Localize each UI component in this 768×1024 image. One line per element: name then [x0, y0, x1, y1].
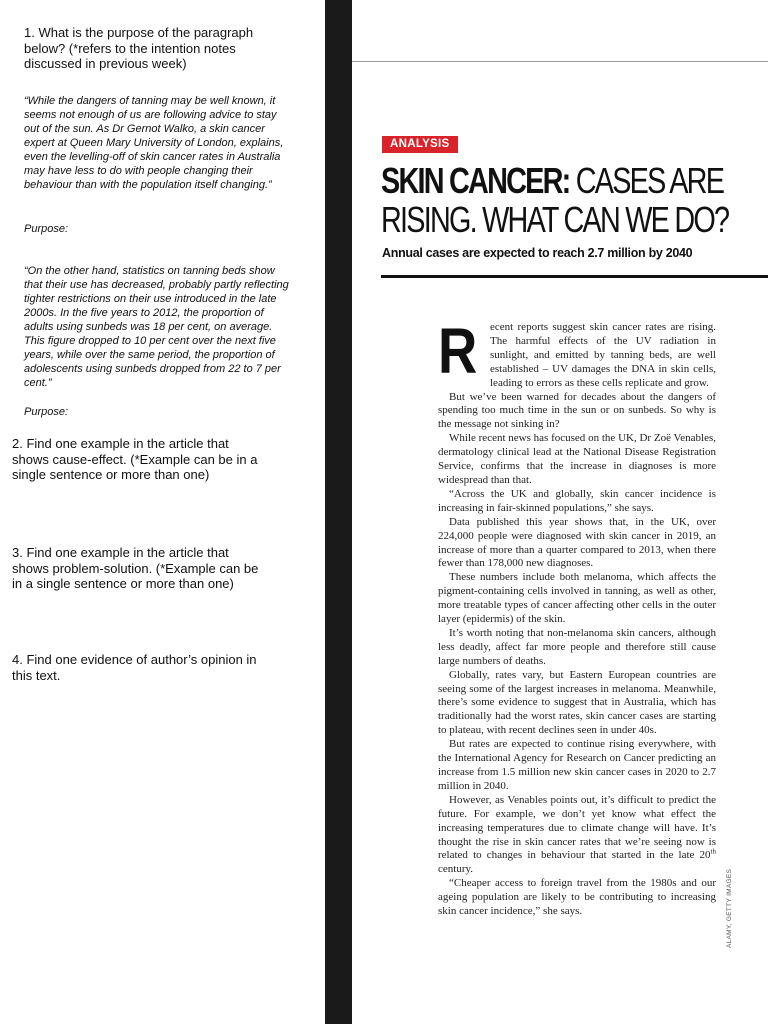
drop-cap: R [438, 315, 478, 387]
purpose-label-1: Purpose: [24, 223, 69, 235]
article-panel [352, 0, 768, 1024]
quote-paragraph-1: “While the dangers of tanning may be well known, it seems not enough of us are following advice to stay out of the sun. As Dr Gernot Walko, a skin cancer expert at Queen Mary University of London, explains, even the levelling-off of skin cancer rates in Australia may have less to do with people changing their behaviour than with the population itself changing.” [24, 95, 284, 191]
ordinal-suffix: th [710, 847, 716, 856]
headline-line-2: RISING. WHAT CAN WE DO? [381, 199, 729, 240]
body-paragraph-9: But rates are expected to continue rising everywhere, with the International Agency for Research on Cancer predicting an increase from 1.5 million new skin cancer cases in 2020 to 2.7 million in 2040. [438, 738, 716, 792]
question-4: 4. Find one evidence of author’s opinion in this text. [12, 652, 257, 683]
worksheet-panel [0, 0, 325, 1024]
top-divider-line [352, 61, 768, 62]
article-body [438, 315, 716, 919]
quote-paragraph-2: “On the other hand, statistics on tanning beds show that their use has decreased, probably partly reflecting tighter restrictions on their use introduced in the late 2000s. In the five years to 2012, the proportion of adults using sunbeds was 18 per cent, on average. This figure dropped to 10 per cent over the next five years, while over the same period, the proportion of adolescents using sunbeds dropped from 22 to 7 per cent.” [24, 265, 289, 389]
question-1: 1. What is the purpose of the paragraph below? (*refers to the intention notes discussed in previous week) [24, 25, 254, 71]
body-paragraph-2: But we’ve been warned for decades about the dangers of spending too much time in the sun or on sunbeds. So why is the message not sinking in? [438, 390, 716, 431]
article-standfirst: Annual cases are expected to reach 2.7 million by 2040 [382, 246, 693, 260]
question-2: 2. Find one example in the article that shows cause-effect. (*Example can be in a single sentence or more than one) [12, 436, 258, 482]
body-paragraph-11: “Cheaper access to foreign travel from the 1980s and our ageing population are likely to be contributing to increasing skin cancer incidence,” she says. [438, 877, 716, 918]
photo-credit-text: ALAMY, GETTY IMAGES [726, 868, 733, 948]
headline-bold-part: SKIN CANCER: [381, 160, 570, 201]
divider-bar [325, 0, 352, 1024]
body-paragraph-10-text: However, as Venables points out, it’s difficult to predict the future. For example, we don’t yet know what effect the increasing temperatures due to climate change will have. It’s thought the rise in skin cancer rates that we’re seeing now is related to changes in behaviour that started in the late 20 [438, 793, 716, 862]
body-paragraph-10-end: century. [438, 863, 474, 876]
body-paragraph-10 [438, 794, 716, 877]
headline-line-1-rest: CASES ARE [569, 160, 724, 201]
body-paragraph-5: Data published this year shows that, in the UK, over 224,000 people were diagnosed with skin cancer in 2019, an increase of more than a quarter compared to 2013, when there fewer than 178,000 new diagnoses. [438, 515, 716, 570]
purpose-label-2: Purpose: [24, 406, 69, 418]
body-paragraph-4: “Across the UK and globally, skin cancer incidence is increasing in fair-skinned populations,” she says. [438, 487, 716, 514]
body-paragraph-6: These numbers include both melanoma, which affects the pigment-containing cells involved in tanning, as well as other, more treatable types of cancer affecting other cells in the outer layer (epidermis) of the skin. [438, 571, 716, 626]
photo-credit [726, 868, 740, 948]
article-headline [381, 161, 757, 239]
headline-rule [381, 275, 768, 278]
body-paragraph-1-text: ecent reports suggest skin cancer rates are rising. The harmful effects of the UV radiation in sunlight, and emitted by tanning beds, are well established – UV damages the DNA in skin cells, leading to errors as these cells replicate and grow. [490, 321, 716, 389]
body-paragraph-8: Globally, rates vary, but Eastern European countries are seeing some of the largest increases in melanoma. Meanwhile, there’s some evidence to suggest that in Australia, which has traditionally had the worst rates, skin cancer cases are starting to plateau, with recent declines seen in under 40s. [438, 668, 716, 737]
body-paragraph-3: While recent news has focused on the UK, Dr Zoë Venables, dermatology clinical lead at the National Disease Registration Service, confirms that the increase in diagnoses is more widespread than that. [438, 432, 716, 486]
analysis-tag: ANALYSIS [382, 136, 458, 153]
question-3: 3. Find one example in the article that shows problem-solution. (*Example can be in a single sentence or more than one) [12, 545, 259, 591]
body-paragraph-7: It’s worth noting that non-melanoma skin cancers, although less deadly, affect far more people and therefore still cause large numbers of deaths. [438, 626, 716, 667]
body-paragraph-1 [438, 315, 716, 391]
